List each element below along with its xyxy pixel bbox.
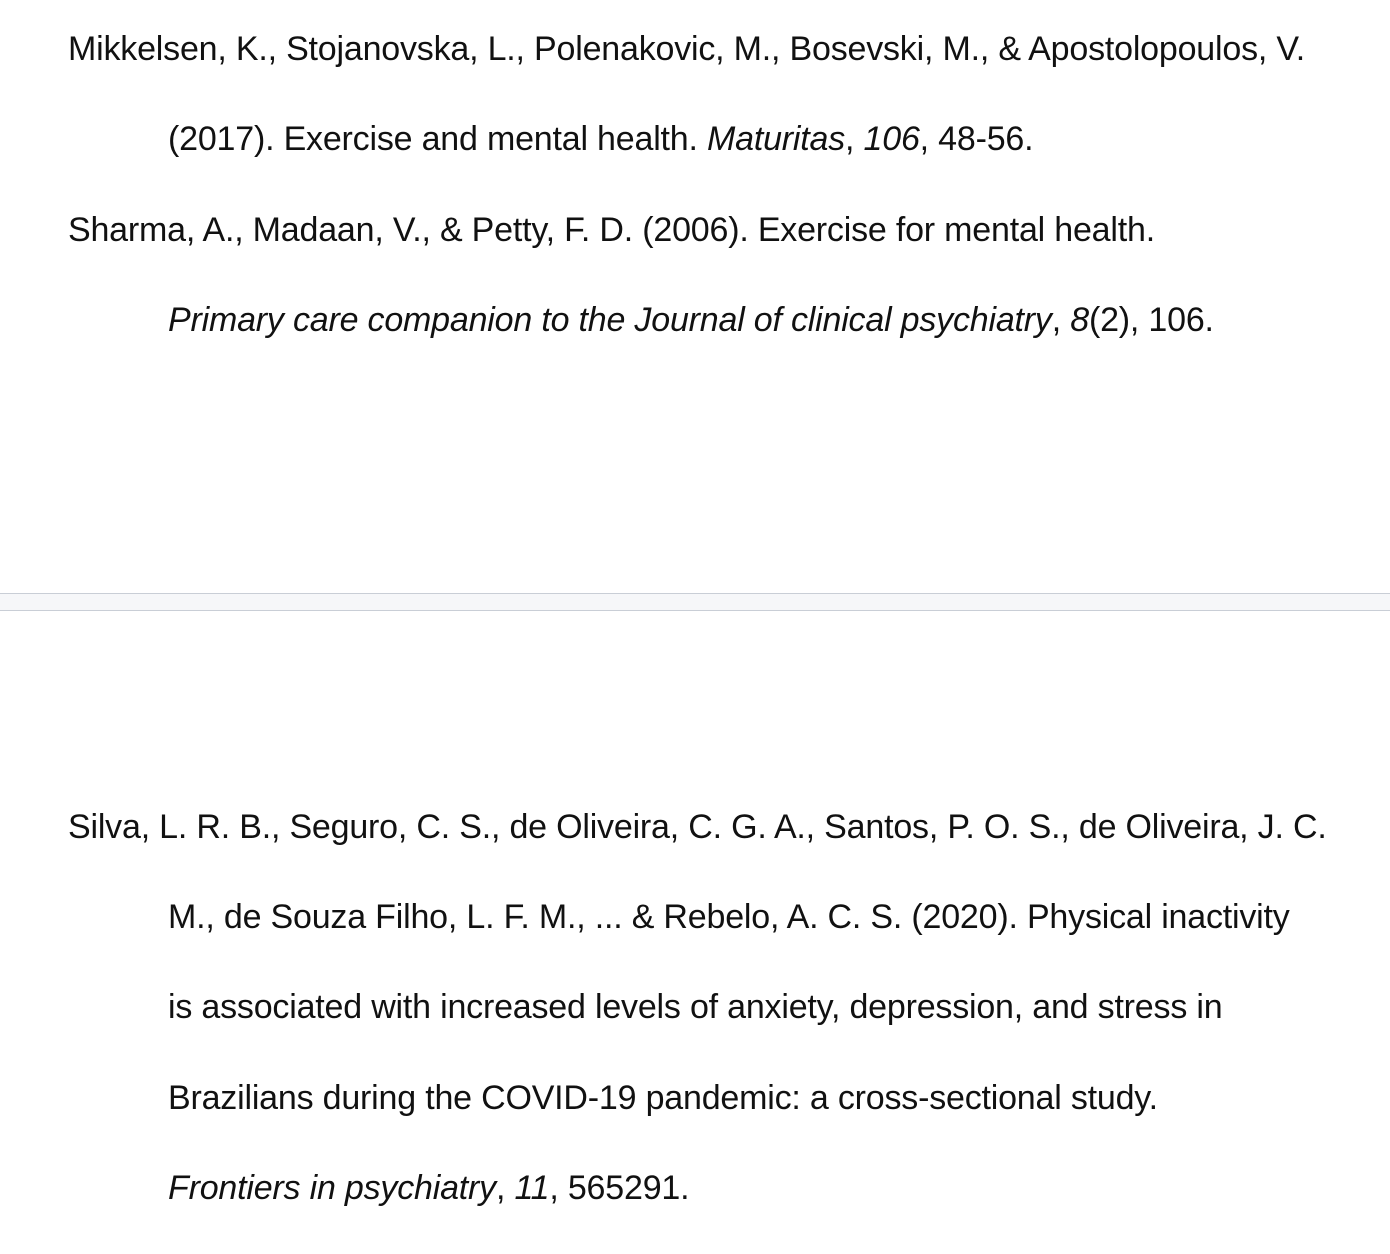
separator: , — [1051, 301, 1071, 339]
journal-title: Maturitas — [707, 120, 846, 158]
reference-silva-line-3 — [168, 962, 1222, 1052]
reference-silva-line-5 — [168, 1143, 689, 1233]
page-break — [0, 593, 1390, 611]
reference-text: (2017). Exercise and mental health. — [168, 120, 707, 158]
reference-sharma-line-2 — [168, 275, 1214, 365]
reference-text: Silva, L. R. B., Seguro, C. S., de Oliveira, C. G. A., Santos, P. O. S., de Oliveira, J. C. — [68, 808, 1327, 846]
reference-text: is associated with increased levels of anxiety, depression, and stress in — [168, 988, 1223, 1026]
reference-silva-line-2 — [168, 872, 1290, 962]
journal-title: Primary care companion to the Journal of clinical psychiatry — [168, 301, 1052, 339]
reference-silva-line-4 — [168, 1053, 1158, 1143]
separator: , — [845, 120, 864, 158]
reference-text: Brazilians during the COVID-19 pandemic: a cross-sectional study. — [168, 1079, 1158, 1117]
reference-text: Mikkelsen, K., Stojanovska, L., Polenakovic, M., Bosevski, M., & Apostolopoulos, V. — [68, 30, 1305, 68]
document-page-2 — [0, 611, 1390, 1254]
journal-volume: 106 — [863, 120, 920, 158]
journal-volume: 8 — [1070, 301, 1089, 339]
separator: , — [495, 1169, 515, 1207]
reference-sharma-line-1 — [68, 185, 1155, 275]
issue-pages: (2), 106. — [1088, 301, 1214, 339]
reference-text: Sharma, A., Madaan, V., & Petty, F. D. (2006). Exercise for mental health. — [68, 211, 1155, 249]
journal-volume: 11 — [514, 1169, 550, 1207]
reference-text: M., de Souza Filho, L. F. M., ... & Rebelo, A. C. S. (2020). Physical inactivity — [168, 898, 1290, 936]
reference-mikkelsen-line-2 — [168, 94, 1033, 184]
journal-title: Frontiers in psychiatry — [168, 1169, 496, 1207]
reference-silva-line-1 — [68, 782, 1327, 872]
document-page-1 — [0, 0, 1390, 593]
pages: , 48-56. — [919, 120, 1034, 158]
article-number: , 565291. — [549, 1169, 690, 1207]
reference-mikkelsen-line-1 — [68, 4, 1305, 94]
